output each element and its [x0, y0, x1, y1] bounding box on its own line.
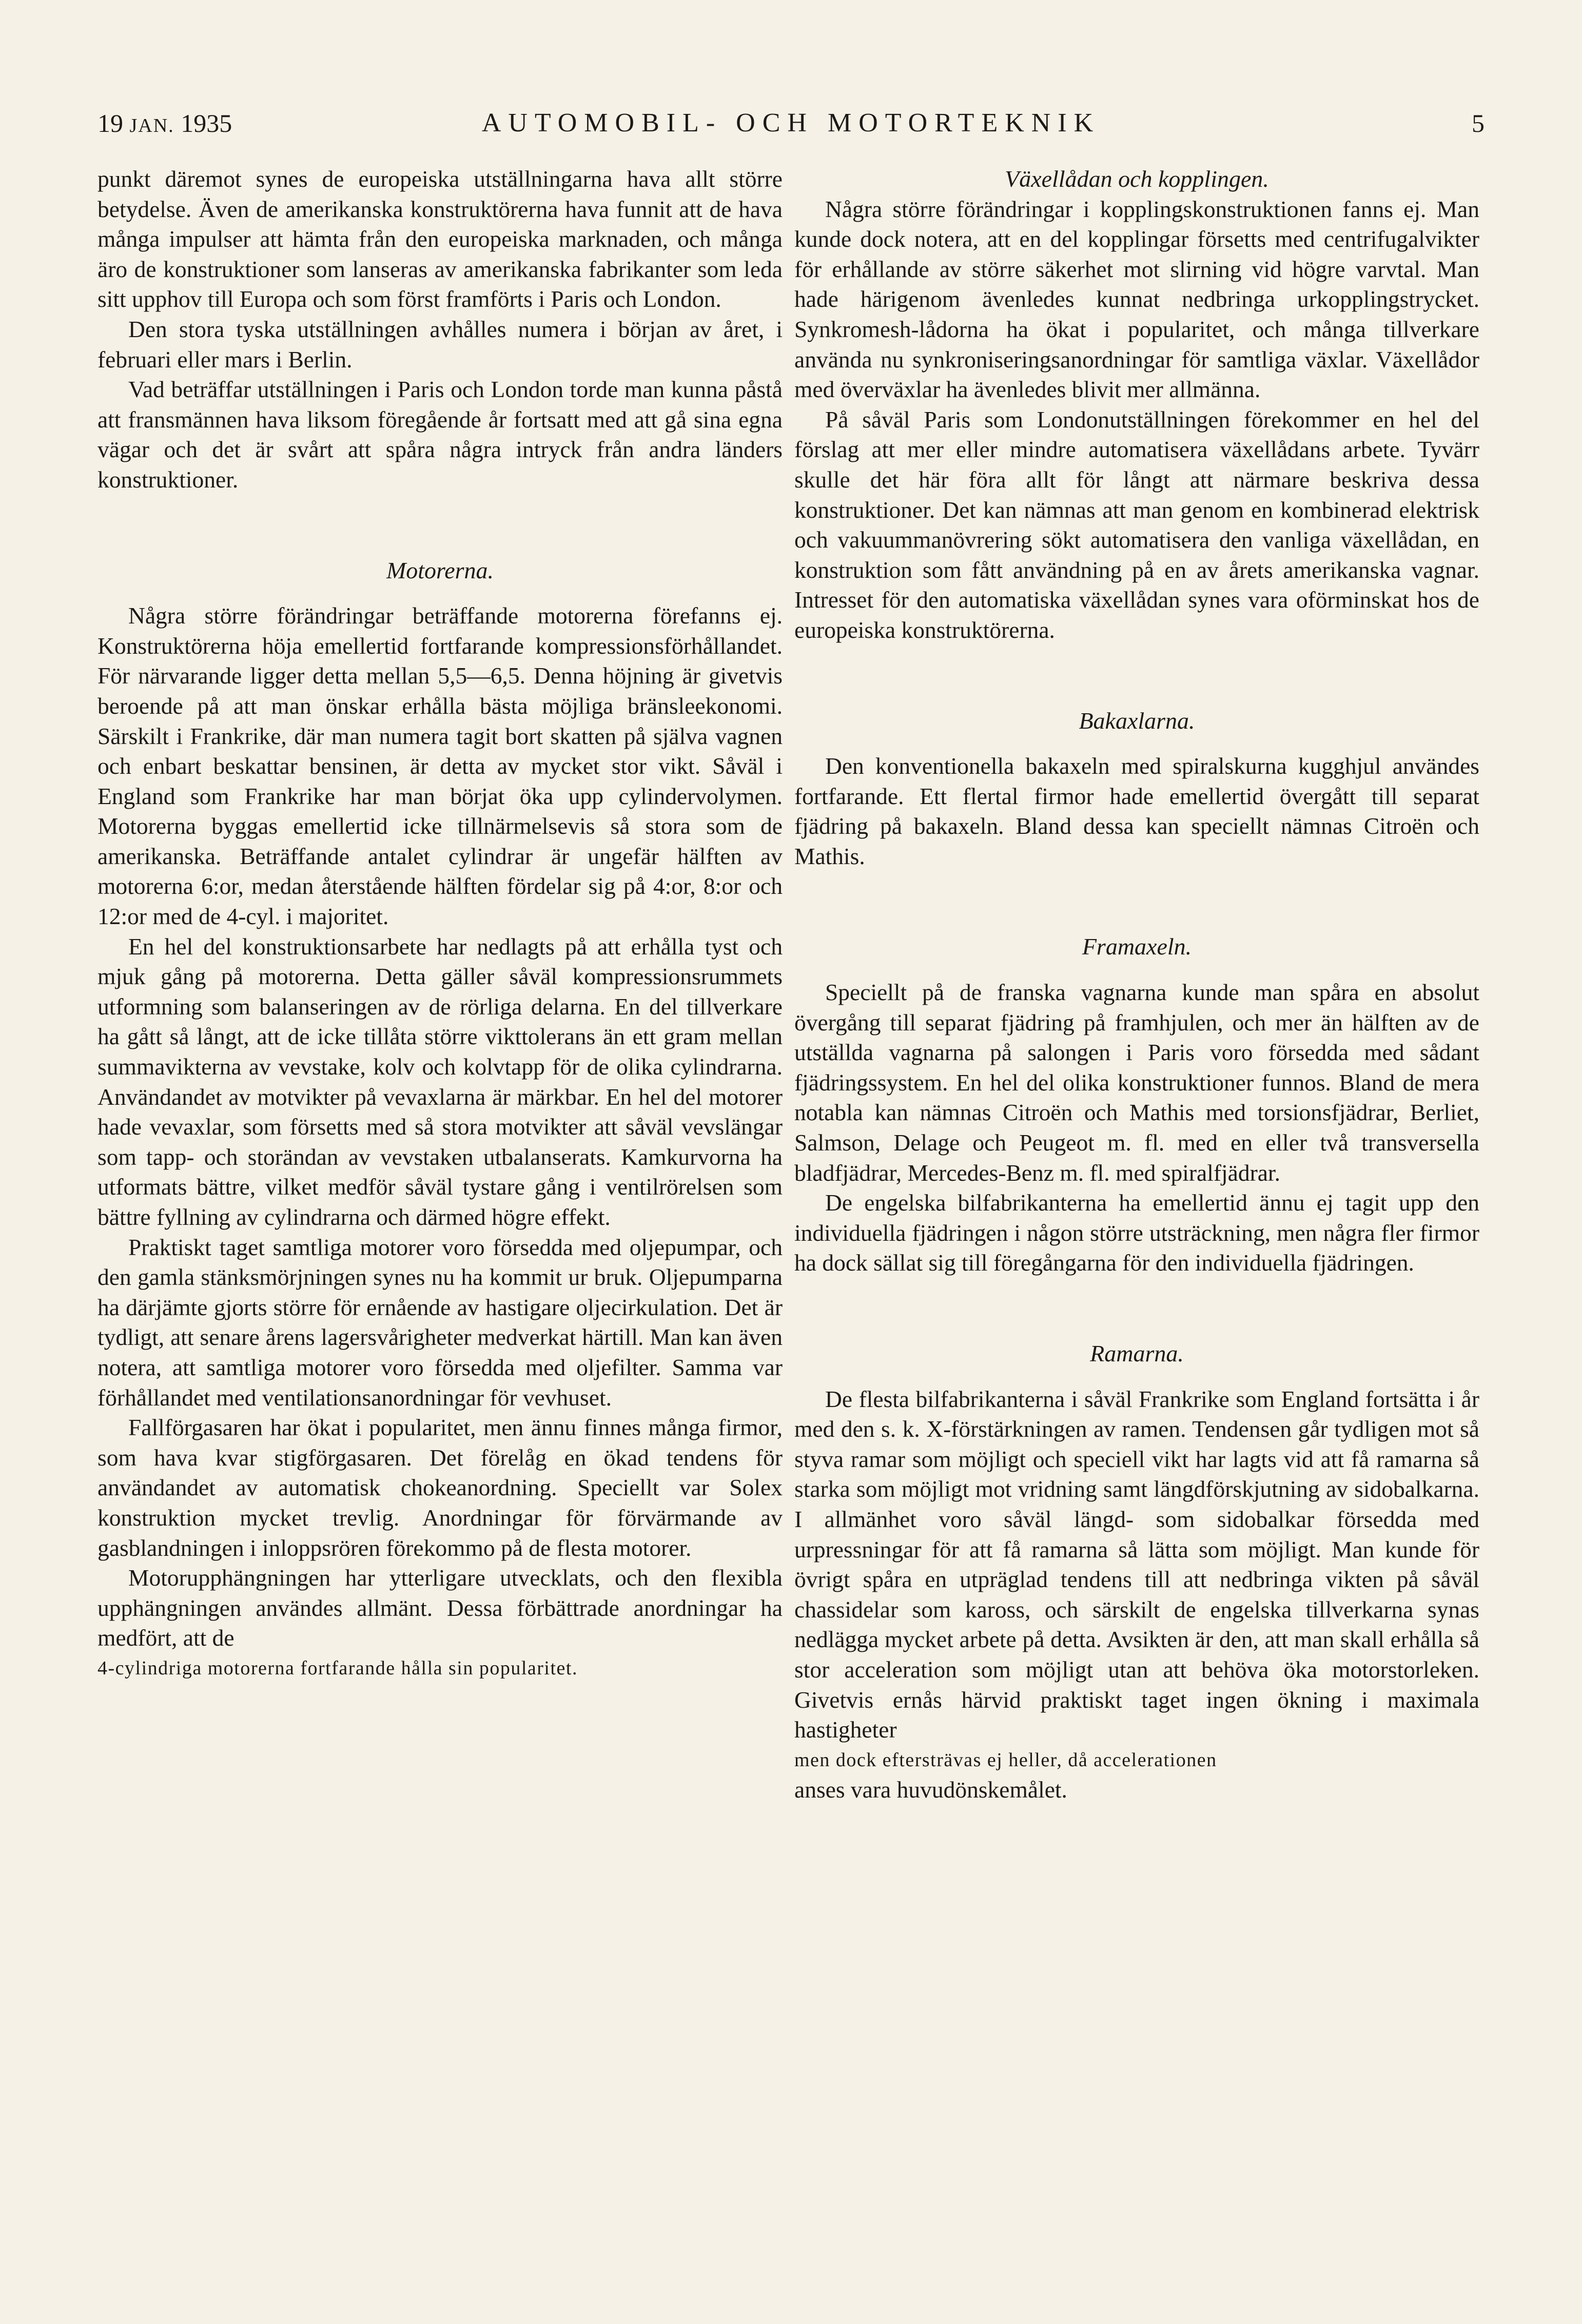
paragraph: punkt däremot synes de europeiska utställningarna hava allt större betydelse. Även de amerikanska konstruktörerna hava funnit att de hava många impulser att hämta från den europeiska marknaden, och många äro de konstruktioner som lanseras av amerikanska fabrikanter som leda sitt upphov till Europa och som först framförts i Paris och London.: [97, 166, 783, 313]
journal-title: AUTOMOBIL- OCH MOTORTEKNIK: [481, 108, 1101, 138]
spacer: [97, 585, 783, 601]
left-column: [97, 164, 783, 1684]
section-heading-vaxellada: Växellådan och kopplingen.: [1005, 166, 1269, 192]
paragraph-small-type: 4-cylindriga motorerna fortfarande hålla sin popularitet.: [97, 1657, 578, 1679]
paragraph: Fallförgasaren har ökat i popularitet, men ännu finnes många firmor, som hava kvar stigförgasaren. Det förelåg en ökad tendens för användandet av automatisk chokeanordning. Speciellt var Solex konstruktion mycket trevlig. Anordningar för förvärmande av gasblandningen i inloppsrören förekommo på de flesta motorer.: [97, 1414, 783, 1561]
spacer: [794, 871, 1479, 932]
paragraph: Den stora tyska utställningen avhålles numera i början av året, i februari eller mars i Berlin.: [97, 316, 783, 373]
spacer: [794, 962, 1479, 978]
section-heading-motorerna: Motorerna.: [386, 557, 494, 583]
paragraph-small-type: men dock eftersträvas ej heller, då accelerationen: [794, 1749, 1217, 1771]
paragraph: Vad beträffar utställningen i Paris och London torde man kunna påstå att fransmännen hava liksom föregående år fortsatt med att gå sina egna vägar och det är svårt att spåra några intryck från andra länders konstruktioner.: [97, 376, 783, 493]
paragraph: På såväl Paris som Londonutställningen förekommer en hel del förslag att mer eller mindre automatisera växellådans arbete. Tyvärr skulle det här föra allt för långt att närmare beskriva dessa konstruktioner. Det kan nämnas att man genom en kombinerad elektrisk och vakuummanövrering sökt automatisera den vanliga växellådan, en konstruktion som fått användning på en av årets amerikanska vagnar. Intresset för den automatiska växellådan synes vara oförminskat hos de europeiska konstruktörerna.: [794, 406, 1479, 643]
section-heading-ramarna: Ramarna.: [1090, 1340, 1184, 1366]
section-heading-bakaxlarna: Bakaxlarna.: [1079, 707, 1195, 734]
paragraph: En hel del konstruktionsarbete har nedlagts på att erhålla tyst och mjuk gång på motorerna. Detta gäller såväl kompressionsrummets utformning som balanseringen av de rörliga delarna. En del tillverkare ha gått så långt, att de icke tillåta större vikttolerans än ett gram mellan summavikterna av vevstake, kolv och kolvtapp för de olika cylindrarna. Användandet av motvikter på vevaxlarna är märkbar. En hel del motorer hade vevaxlar, som försetts med så stora motvikter att såväl vevslängar som tapp- och storändan av vevstaken utbalanserats. Kamkurvorna ha utformats bättre, vilket medför såväl tystare gång i ventilrörelsen som bättre fyllning av cylindrarna och därmed högre effekt.: [97, 933, 783, 1230]
spacer: [794, 646, 1479, 706]
spacer: [97, 495, 783, 556]
paragraph: Den konventionella bakaxeln med spiralskurna kugghjul användes fortfarande. Ett flertal firmor hade emellertid övergått till separat fjädring på bakaxeln. Bland dessa kan speciellt nämnas Citroën och Mathis.: [794, 753, 1479, 869]
right-column: [794, 164, 1479, 1805]
page-number: 5: [1472, 109, 1485, 138]
paragraph: Några större förändringar i kopplingskonstruktionen fanns ej. Man kunde dock notera, att en del kopplingar försetts med centrifugalvikter för erhållande av större säkerhet mot slirning vid högre varvtal. Man hade härigenom ävenledes kunnat nedbringa urkopplingstrycket. Synkromesh-lådorna ha ökat i popularitet, och många tillverkare använda nu synkroniseringsanordningar för samtliga växlar. Växellådor med överväxlar ha ävenledes blivit mer allmänna.: [794, 196, 1479, 403]
paragraph: Praktiskt taget samtliga motorer voro försedda med oljepumpar, och den gamla stänksmörjningen synes nu ha kommit ur bruk. Oljepumparna ha därjämte gjorts större för ernående av hastigare oljecirkulation. Det är tydligt, att senare årens lagersvårigheter medverkat härtill. Man kan även notera, att samtliga motorer voro försedda med oljefilter. Samma var förhållandet med ventilationsanordningar för vevhuset.: [97, 1234, 783, 1411]
date-year: 1935: [181, 109, 232, 138]
paragraph: De flesta bilfabrikanterna i såväl Frankrike som England fortsätta i år med den s. k. X-förstärkningen av ramen. Tendensen går tydligen mot så styva ramar som möjligt och speciell vikt har lagts vid att få ramarna så starka som möjligt mot vridning samt längdförskjutning av sidobalkarna. I allmänhet voro såväl längd- som sidobalkar försedda med urpressningar för att få ramarna så lätta som möjligt. Man kunde för övrigt spåra en utpräglad tendens till att nedbringa vikten på såväl chassidelar som kaross, och särskilt de engelska tillverkarna synas nedlägga mycket arbete på detta. Avsikten är den, att man skall erhålla så stor acceleration som möjligt utan att behöva öka motorstorleken. Givetvis ernås härvid praktiskt taget ingen ökning i maximala hastigheter: [794, 1385, 1479, 1743]
spacer: [794, 736, 1479, 751]
paragraph: Motorupphängningen har ytterligare utvecklats, och den flexibla upphängningen användes allmänt. Dessa förbättrade anordningar ha medfört, att de: [97, 1565, 783, 1651]
spacer: [794, 1369, 1479, 1384]
page-header: [97, 103, 1485, 144]
paragraph: Speciellt på de franska vagnarna kunde man spåra en absolut övergång till separat fjädring på framhjulen, och mer än hälften av de utställda vagnarna på salongen i Paris voro försedda med sådant fjädringssystem. En hel del olika konstruktioner funnos. Bland de mera notabla kan nämnas Citroën och Mathis med torsionsfjädrar, Berliet, Salmson, Delage och Peugeot m. fl. med en eller två transversella bladfjädrar, Mercedes-Benz m. fl. med spiralfjädrar.: [794, 979, 1479, 1186]
paragraph: Några större förändringar beträffande motorerna förefanns ej. Konstruktörerna höja emellertid fortfarande kompressionsförhållandet. För närvarande ligger detta mellan 5,5—6,5. Denna höjning är givetvis beroende på att man önskar erhålla bästa möjliga bränsleekonomi. Särskilt i Frankrike, där man numera tagit bort skatten på själva vagnen och enbart beskattar bensinen, är detta av mycket stor vikt. Såväl i England som Frankrike har man börjat öka upp cylindervolymen. Motorerna byggas emellertid icke tillnärmelsevis så stora som de amerikanska. Beträffande antalet cylindrar är ungefär hälften av motorerna 6:or, medan återstående hälften fördelar sig på 4:or, 8:or och 12:or med de 4-cyl. i majoritet.: [97, 602, 783, 930]
spacer: [794, 1278, 1479, 1339]
paragraph: anses vara huvudönskemålet.: [794, 1776, 1067, 1803]
date-day: 19: [97, 109, 123, 138]
paragraph: De engelska bilfabrikanterna ha emellertid ännu ej tagit upp den individuella fjädringen i någon större utsträckning, men några fler firmor ha dock sällat sig till föregångarna för den individuella fjädringen.: [794, 1189, 1479, 1276]
section-heading-framaxeln: Framaxeln.: [1082, 933, 1192, 960]
date-month: JAN.: [129, 115, 174, 136]
